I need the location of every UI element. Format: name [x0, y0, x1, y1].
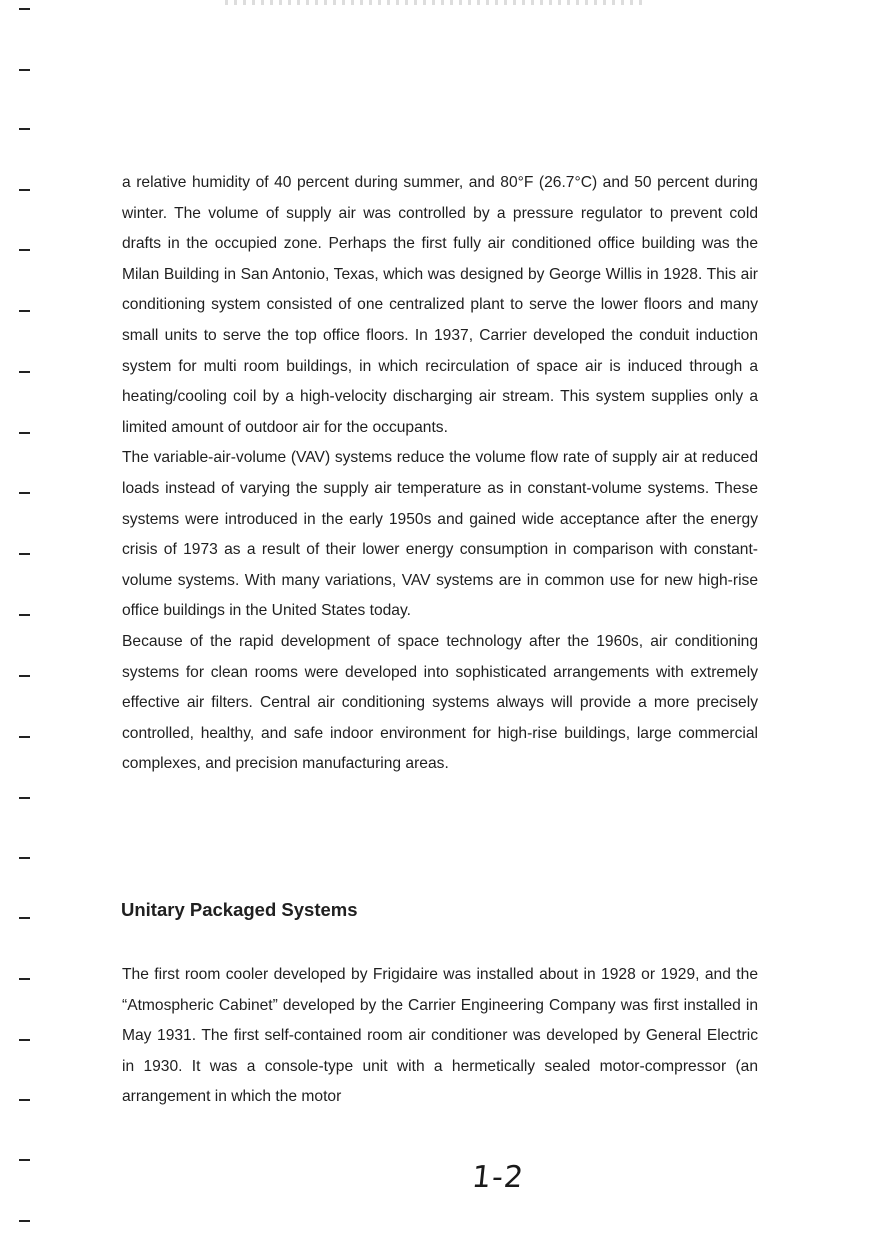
margin-tick — [19, 69, 30, 71]
margin-tick — [19, 797, 30, 799]
body-text-section-1 — [122, 168, 758, 780]
margin-tick — [19, 8, 30, 10]
margin-tick — [19, 432, 30, 434]
paragraph-clean-rooms: Because of the rapid development of space technology after the 1960s, air conditioning systems for clean rooms were developed into sophisticated arrangements with extremely effective air filters. Central air conditioning systems always will provide a more precisely controlled, healthy, and safe indoor environment for high-rise buildings, large commercial complexes, and precision manufacturing areas. — [122, 632, 758, 773]
margin-tick — [19, 371, 30, 373]
binding-margin-marks — [0, 0, 60, 1251]
margin-tick — [19, 1039, 30, 1041]
margin-tick — [19, 1220, 30, 1222]
paragraph-humidity-history: a relative humidity of 40 percent during summer, and 80°F (26.7°C) and 50 percent during winter. The volume of supply air was controlled by a pressure regulator to prevent cold drafts in the occupied zone. Perhaps the first fully air conditioned office building was the Milan Building in San Antonio, Texas, which was designed by George Willis in 1928. This air conditioning system consisted of one centralized plant to serve the lower floors and many small units to serve the top office floors. In 1937, Carrier developed the conduit induction system for multi room buildings, in which recirculation of space air is induced through a heating/cooling coil by a high-velocity discharging air stream. This system supplies only a limited amount of outdoor air for the occupants. — [122, 174, 758, 436]
margin-tick — [19, 1099, 30, 1101]
margin-tick — [19, 736, 30, 738]
margin-tick — [19, 128, 30, 130]
margin-tick — [19, 189, 30, 191]
margin-tick — [19, 249, 30, 251]
margin-tick — [19, 675, 30, 677]
margin-tick — [19, 978, 30, 980]
handwritten-page-number: 1-2 — [470, 1160, 526, 1195]
paragraph-vav-systems: The variable-air-volume (VAV) systems reduce the volume flow rate of supply air at reduced loads instead of varying the supply air temperature as in constant-volume systems. These systems were introduced in the early 1950s and gained wide acceptance after the energy crisis of 1973 as a result of their lower energy consumption in comparison with constant-volume systems. With many variations, VAV systems are in common use for new high-rise office buildings in the United States today. — [122, 449, 758, 620]
margin-tick — [19, 614, 30, 616]
margin-tick — [19, 310, 30, 312]
body-text-section-2 — [122, 960, 758, 1113]
margin-tick — [19, 1159, 30, 1161]
margin-tick — [19, 553, 30, 555]
paragraph-room-cooler: The first room cooler developed by Frigidaire was installed about in 1928 or 1929, and the “Atmospheric Cabinet” developed by the Carrier Engineering Company was first installed in May 1931. The first self-contained room air conditioner was developed by General Electric in 1930. It was a console-type unit with a hermetically sealed motor-compressor (an arrangement in which the motor — [122, 966, 758, 1106]
margin-tick — [19, 917, 30, 919]
section-heading: Unitary Packaged Systems — [121, 899, 358, 920]
margin-tick — [19, 492, 30, 494]
margin-tick — [19, 857, 30, 859]
scan-artifact — [225, 0, 645, 5]
